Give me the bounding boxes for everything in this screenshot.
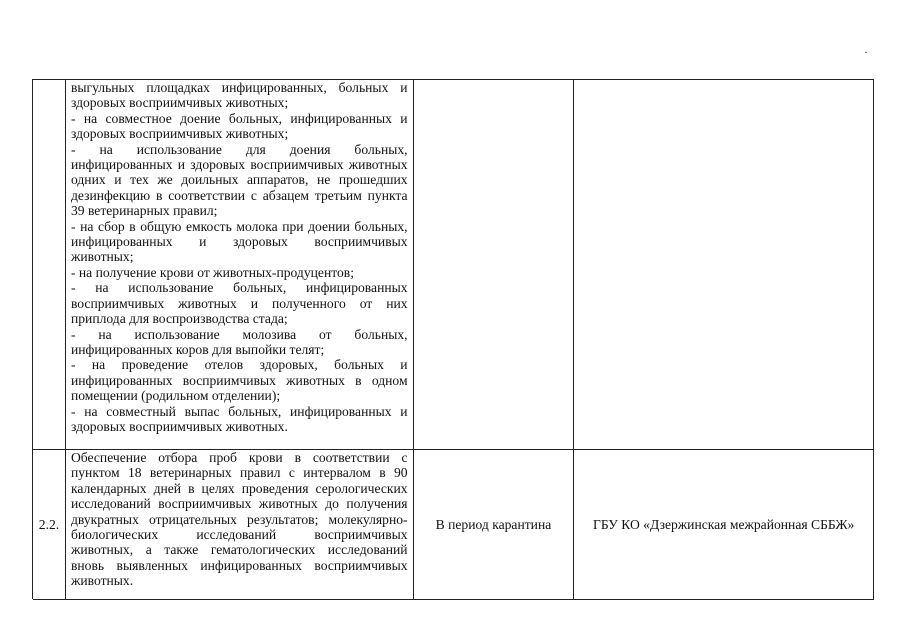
period-text: В период карантина (435, 516, 552, 532)
row-number: 2.2. (38, 516, 60, 532)
text-line: исследований восприимчивых животных до получения (70, 496, 408, 512)
text-line: одних и тех же доильных аппаратов, не прошедших (70, 172, 408, 188)
text-line: животных, а также гематологических исследований (70, 542, 408, 558)
table-row (33, 450, 874, 600)
text-line: инфицированных и здоровых восприимчивых (70, 234, 408, 250)
text-line: - на использование для доения больных, (70, 141, 408, 157)
text-line: инфицированных коров для выпойки телят; (70, 341, 325, 357)
page-mark: · (864, 45, 868, 59)
text-line: двукратных отрицательных результатов; молекулярно- (70, 511, 408, 527)
period-cell (414, 80, 575, 449)
text-line: инфицированных восприимчивых животных в одном (70, 372, 408, 388)
text-line: восприимчивых животных и полученного от них (70, 295, 408, 311)
table-row (33, 80, 874, 450)
text-line: биологических исследований восприимчивых (70, 527, 408, 543)
responsible-text: ГБУ КО «Дзержинская межрайонная СББЖ» (593, 516, 855, 532)
text-line: инфицированных и здоровых восприимчивых животных (70, 157, 408, 173)
text-line: животных. (70, 573, 134, 589)
text-line: приплода для воспроизводства стада; (70, 311, 288, 327)
text-line: 39 ветеринарных правил; (70, 203, 218, 219)
responsible-cell (574, 80, 874, 449)
text-line: - на сбор в общую емкость молока при доении больных, (70, 218, 408, 234)
text-line: здоровых восприимчивых животных; (70, 95, 289, 111)
text-line: - на использование больных, инфицированных (70, 280, 408, 296)
text-line: здоровых восприимчивых животных. (70, 418, 288, 434)
measure-text-cell (66, 450, 414, 599)
text-line: - на совместное доение больных, инфицированных и (70, 110, 408, 126)
row-number-cell (33, 450, 66, 599)
responsible-cell (574, 450, 874, 599)
text-line: Обеспечение отбора проб крови в соответствии с (70, 450, 408, 465)
text-line: - на проведение отелов здоровых, больных и (70, 357, 408, 373)
measure-text-cell (66, 80, 414, 449)
row-number-cell (33, 80, 66, 449)
measures-table (32, 79, 874, 599)
text-line: помещении (родильном отделении); (70, 388, 281, 404)
text-line: дезинфекцию в соответствии с абзацем третьим пункта (70, 187, 408, 203)
text-line: календарных дней в целях проведения серологических (70, 480, 408, 496)
text-line: - на получение крови от животных-продуцентов; (70, 264, 354, 280)
text-line: вновь выявленных инфицированных восприимчивых (70, 557, 408, 573)
text-line: - на использование молозива от больных, (70, 326, 408, 342)
text-line: пунктом 18 ветеринарных правил с интервалом в 90 (70, 465, 408, 481)
text-line: здоровых восприимчивых животных; (70, 126, 289, 142)
period-cell (414, 450, 575, 599)
text-line: животных; (70, 249, 134, 265)
text-line: выгульных площадках инфицированных, больных и (70, 80, 408, 95)
text-line: - на совместный выпас больных, инфицированных и (70, 403, 408, 419)
